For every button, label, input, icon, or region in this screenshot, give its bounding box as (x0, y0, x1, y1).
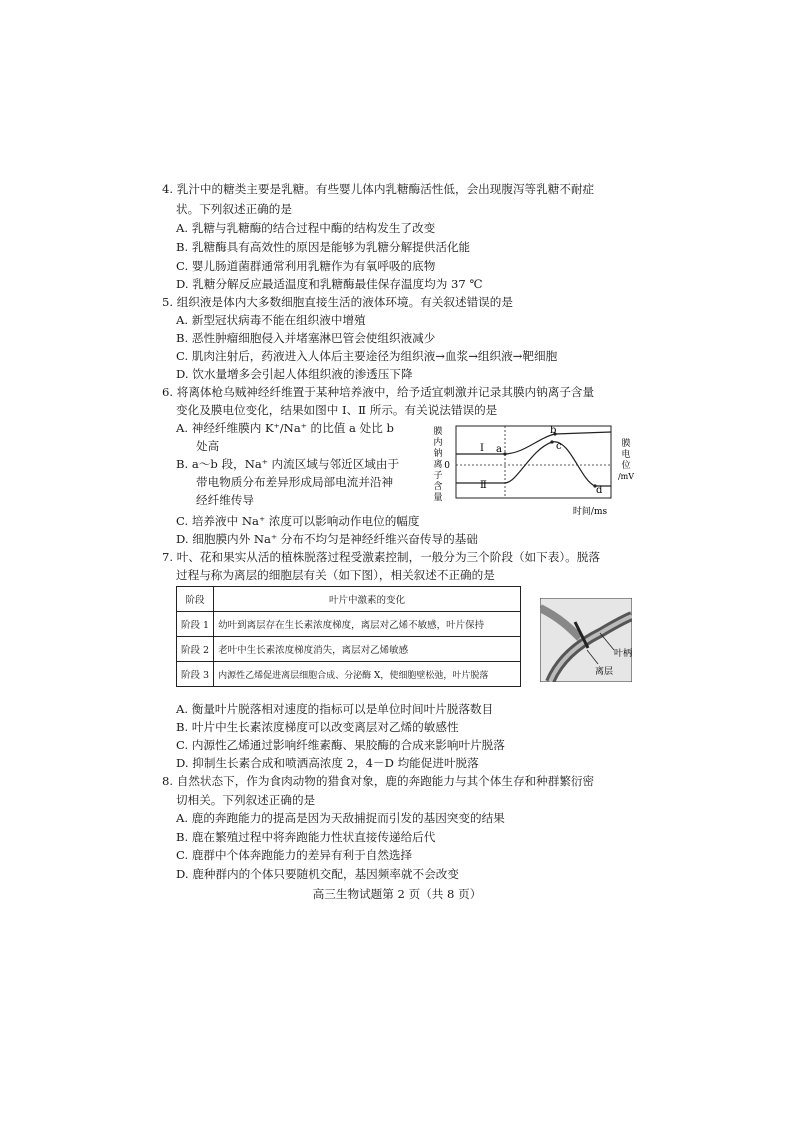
q7-option-d: D. 抑制生长素合成和喷洒高浓度 2，4－D 均能促进叶脱落 (176, 756, 479, 770)
point-a: a (496, 444, 502, 455)
q4-option-d: D. 乳糖分解反应最适温度和乳糖酶最佳保存温度均为 37 ℃ (176, 277, 483, 291)
graph-ylabel-1: 膜 (433, 427, 443, 437)
q6-option-a-line1: A. 神经纤维膜内 K⁺/Na⁺ 的比值 a 处比 b (176, 421, 394, 435)
q6-option-b-line1: B. a～b 段，Na⁺ 内流区域与邻近区域由于 (176, 457, 400, 471)
table-cell-change: 内源性乙烯促进离层细胞合成、分泌酶 X，使细胞壁松弛，叶片脱落 (214, 662, 521, 687)
q5-stem: 5. 组织液是体内大多数细胞直接生活的液体环境。有关叙述错误的是 (162, 295, 513, 309)
point-c: c (556, 441, 562, 452)
table-cell-change: 老叶中生长素浓度梯度消失，离层对乙烯敏感 (214, 637, 521, 662)
hormone-stage-table (176, 586, 521, 687)
graph-ylabel-5: 子 (433, 471, 443, 481)
q6-stem-line2: 变化及膜电位变化，结果如图中 Ⅰ、Ⅱ 所示。有关说法错误的是 (176, 403, 498, 417)
point-b: b (550, 425, 557, 436)
q7-option-c: C. 内源性乙烯通过影响纤维素酶、果胶酶的合成来影响叶片脱落 (176, 738, 505, 752)
table-header-row (177, 587, 521, 612)
point-d: d (596, 485, 603, 496)
graph-ylabel-2: 内 (433, 438, 443, 448)
table-row (177, 637, 521, 662)
q4-option-a: A. 乳糖与乳糖酶的结合过程中酶的结构发生了改变 (176, 221, 436, 235)
q4-stem-line1: 4. 乳汁中的糖类主要是乳糖。有些婴儿体内乳糖酶活性低，会出现腹泻等乳糖不耐症 (162, 182, 595, 196)
q8-stem-line1: 8. 自然状态下，作为食肉动物的猎食对象，鹿的奔跑能力与其个体生存和种群繁衍密 (162, 774, 595, 788)
q4-option-b: B. 乳糖酶具有高效性的原因是能够为乳糖分解提供活化能 (176, 240, 471, 254)
q5-option-b: B. 恶性肿瘤细胞侵入并堵塞淋巴管会使组织液减少 (176, 331, 436, 345)
q6-stem-line1: 6. 将离体枪乌贼神经纤维置于某种培养液中，给予适宜刺激并记录其膜内钠离子含量 (162, 385, 595, 399)
graph-ylabel-6: 含 (433, 482, 443, 492)
table-cell-change: 幼叶到离层存在生长素浓度梯度，离层对乙烯不敏感，叶片保持 (214, 612, 521, 637)
graph-rlabel-3: 位 (621, 461, 631, 471)
q8-option-b: B. 鹿在繁殖过程中将奔跑能力性状直接传递给后代 (176, 830, 436, 844)
curve-label-2: Ⅱ (480, 480, 487, 491)
table-row (177, 612, 521, 637)
graph-zero-label: 0 (444, 461, 450, 471)
q8-option-a: A. 鹿的奔跑能力的提高是因为天敌捕捉而引发的基因突变的结果 (176, 811, 505, 825)
curve-label-1: Ⅰ (480, 443, 484, 454)
q7-option-a: A. 衡量叶片脱落相对速度的指标可以是单位时间叶片脱落数目 (176, 702, 494, 716)
q5-option-d: D. 饮水量增多会引起人体组织液的渗透压下降 (176, 367, 413, 381)
table-cell-stage: 阶段 1 (177, 612, 214, 637)
table-cell-stage: 阶段 2 (177, 637, 214, 662)
table-header-stage: 阶段 (177, 587, 214, 612)
figure-label-petiole: 叶柄 (614, 649, 632, 659)
q4-option-c: C. 婴儿肠道菌群通常利用乳糖作为有氧呼吸的底物 (176, 259, 436, 273)
q4-stem-line2: 状。下列叙述正确的是 (176, 202, 292, 216)
table-row (177, 662, 521, 687)
q6-option-b-line3: 经纤维传导 (196, 493, 254, 507)
q6-option-a-line2: 处高 (196, 439, 220, 453)
q8-stem-line2: 切相关。下列叙述正确的是 (176, 793, 316, 807)
q8-option-d: D. 鹿种群内的个体只要随机交配，基因频率就不会改变 (176, 867, 459, 881)
graph-rlabel-1: 膜 (621, 439, 631, 449)
graph-ylabel-3: 钠 (433, 449, 443, 459)
membrane-potential-graph (430, 420, 640, 520)
q6-option-c: C. 培养液中 Na⁺ 浓度可以影响动作电位的幅度 (176, 514, 420, 528)
page-footer: 高三生物试题第 2 页（共 8 页） (312, 887, 482, 901)
q7-option-b: B. 叶片中生长素浓度梯度可以改变离层对乙烯的敏感性 (176, 720, 459, 734)
graph-rlabel-2: 电 (621, 450, 631, 460)
table-cell-stage: 阶段 3 (177, 662, 214, 687)
q5-option-c: C. 肌肉注射后，药液进入人体后主要途径为组织液→血浆→组织液→靶细胞 (176, 349, 558, 363)
abscission-layer-figure (540, 598, 632, 682)
graph-ylabel-7: 量 (433, 493, 443, 503)
q5-option-a: A. 新型冠状病毒不能在组织液中增殖 (176, 313, 366, 327)
q7-stem-line1: 7. 叶、花和果实从活的植株脱落过程受激素控制，一般分为三个阶段（如下表）。脱落 (162, 550, 600, 564)
table-header-change: 叶片中激素的变化 (214, 587, 521, 612)
graph-rlabel-4: /mV (617, 472, 635, 481)
q6-option-b-line2: 带电物质分布差异形成局部电流并沿神 (196, 475, 394, 489)
q8-option-c: C. 鹿群中个体奔跑能力的差异有利于自然选择 (176, 848, 413, 862)
q7-stem-line2: 过程与称为离层的细胞层有关（如下图），相关叙述不正确的是 (176, 568, 495, 582)
graph-ylabel-4: 离 (433, 460, 443, 470)
graph-xlabel: 时间/ms (572, 507, 608, 517)
figure-label-layer: 离层 (595, 667, 614, 677)
q6-option-d: D. 细胞膜内外 Na⁺ 分布不均匀是神经纤维兴奋传导的基础 (176, 532, 478, 546)
